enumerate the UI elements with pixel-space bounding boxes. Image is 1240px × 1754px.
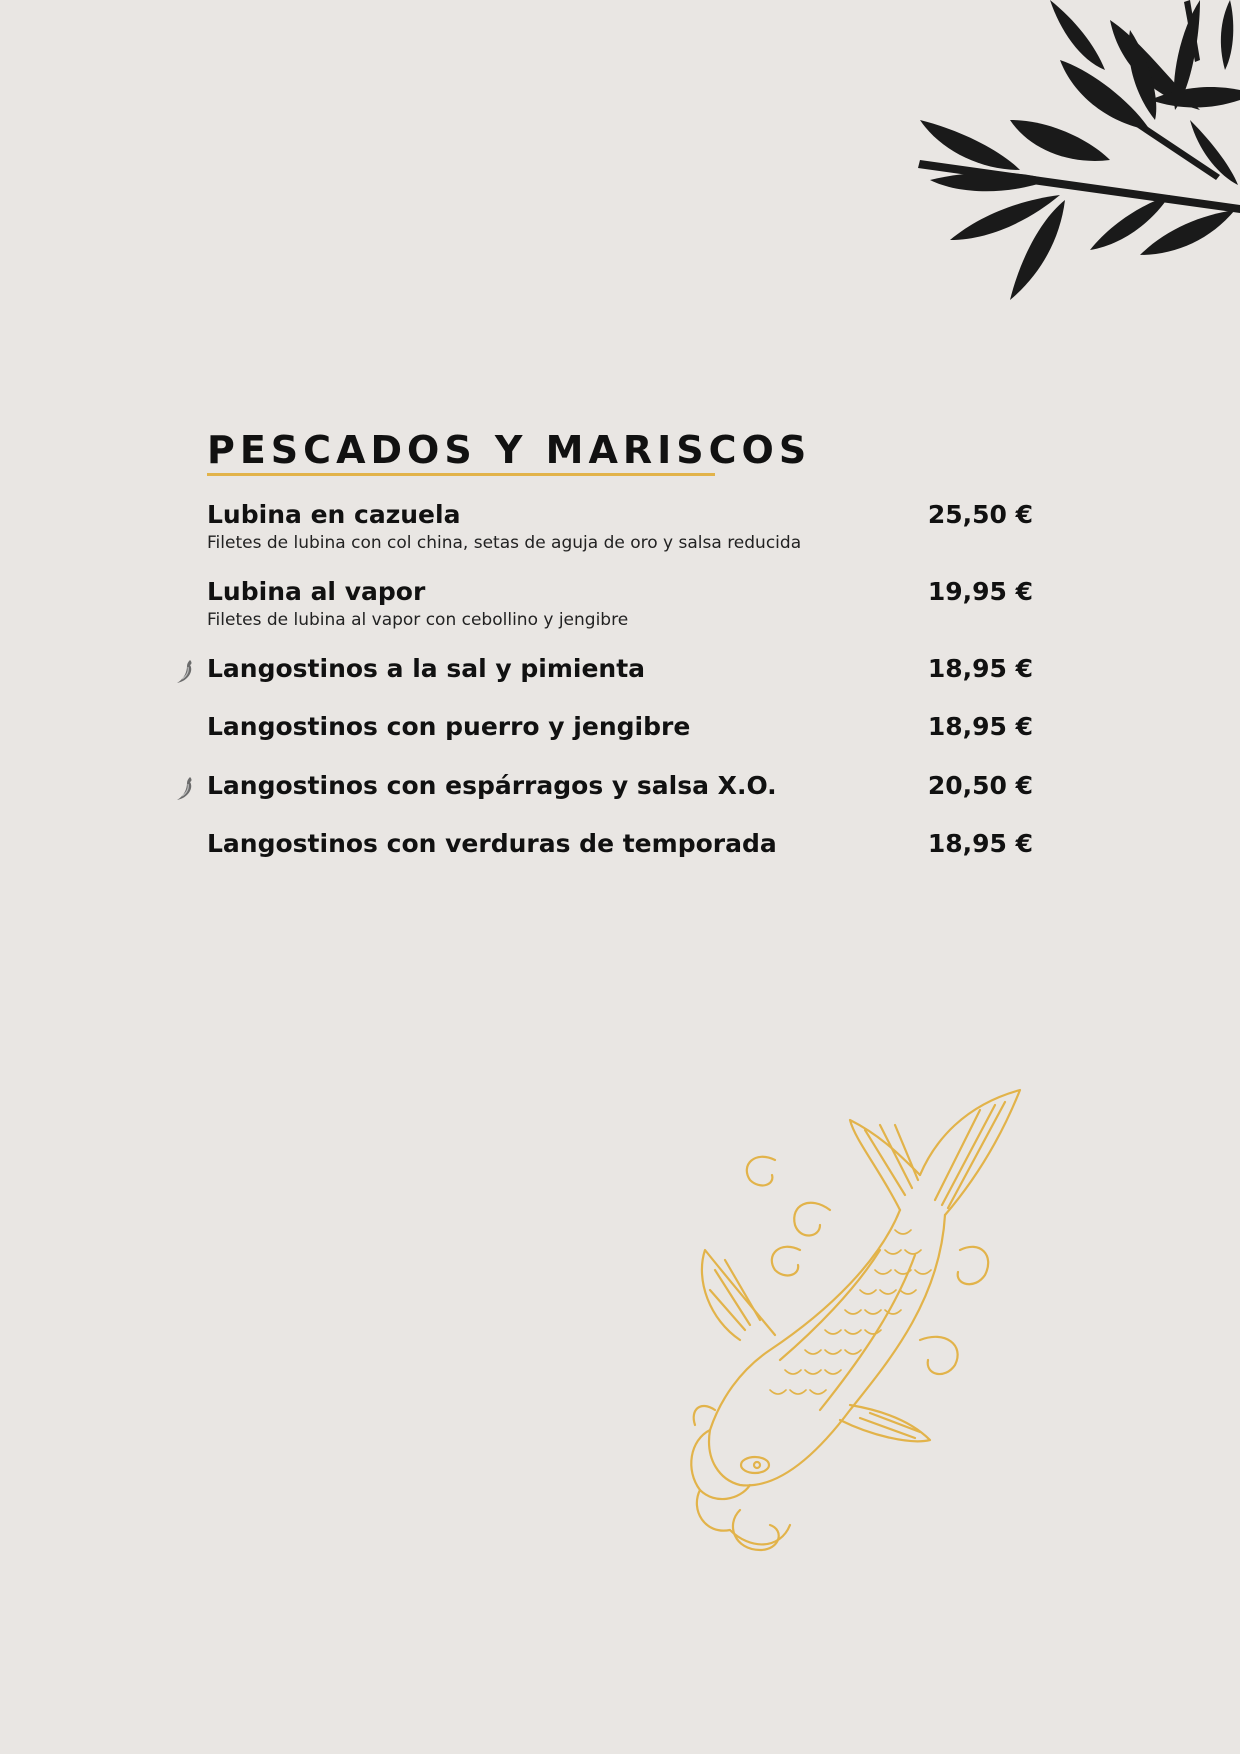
section-title: PESCADOS Y MARISCOS bbox=[207, 428, 812, 472]
item-price: 18,95 € bbox=[927, 829, 1033, 858]
item-name: Langostinos con puerro y jengibre bbox=[207, 712, 691, 741]
chili-pepper-icon bbox=[174, 776, 196, 802]
item-price: 25,50 € bbox=[927, 500, 1033, 529]
bamboo-leaves-icon bbox=[900, 0, 1240, 310]
item-name: Langostinos con verduras de temporada bbox=[207, 829, 777, 858]
item-name: Lubina en cazuela bbox=[207, 500, 461, 529]
title-underline bbox=[207, 473, 715, 476]
item-price: 18,95 € bbox=[927, 654, 1033, 683]
item-price: 20,50 € bbox=[927, 771, 1033, 800]
koi-fish-icon bbox=[680, 1080, 1040, 1580]
item-description: Filetes de lubina con col china, setas de aguja de oro y salsa reducida bbox=[207, 533, 802, 553]
item-name: Lubina al vapor bbox=[207, 577, 426, 606]
item-name: Langostinos con espárragos y salsa X.O. bbox=[207, 771, 777, 800]
item-price: 19,95 € bbox=[927, 577, 1033, 606]
item-description: Filetes de lubina al vapor con cebollino y jengibre bbox=[207, 610, 629, 630]
item-price: 18,95 € bbox=[927, 712, 1033, 741]
item-name: Langostinos a la sal y pimienta bbox=[207, 654, 646, 683]
chili-pepper-icon bbox=[174, 659, 196, 685]
